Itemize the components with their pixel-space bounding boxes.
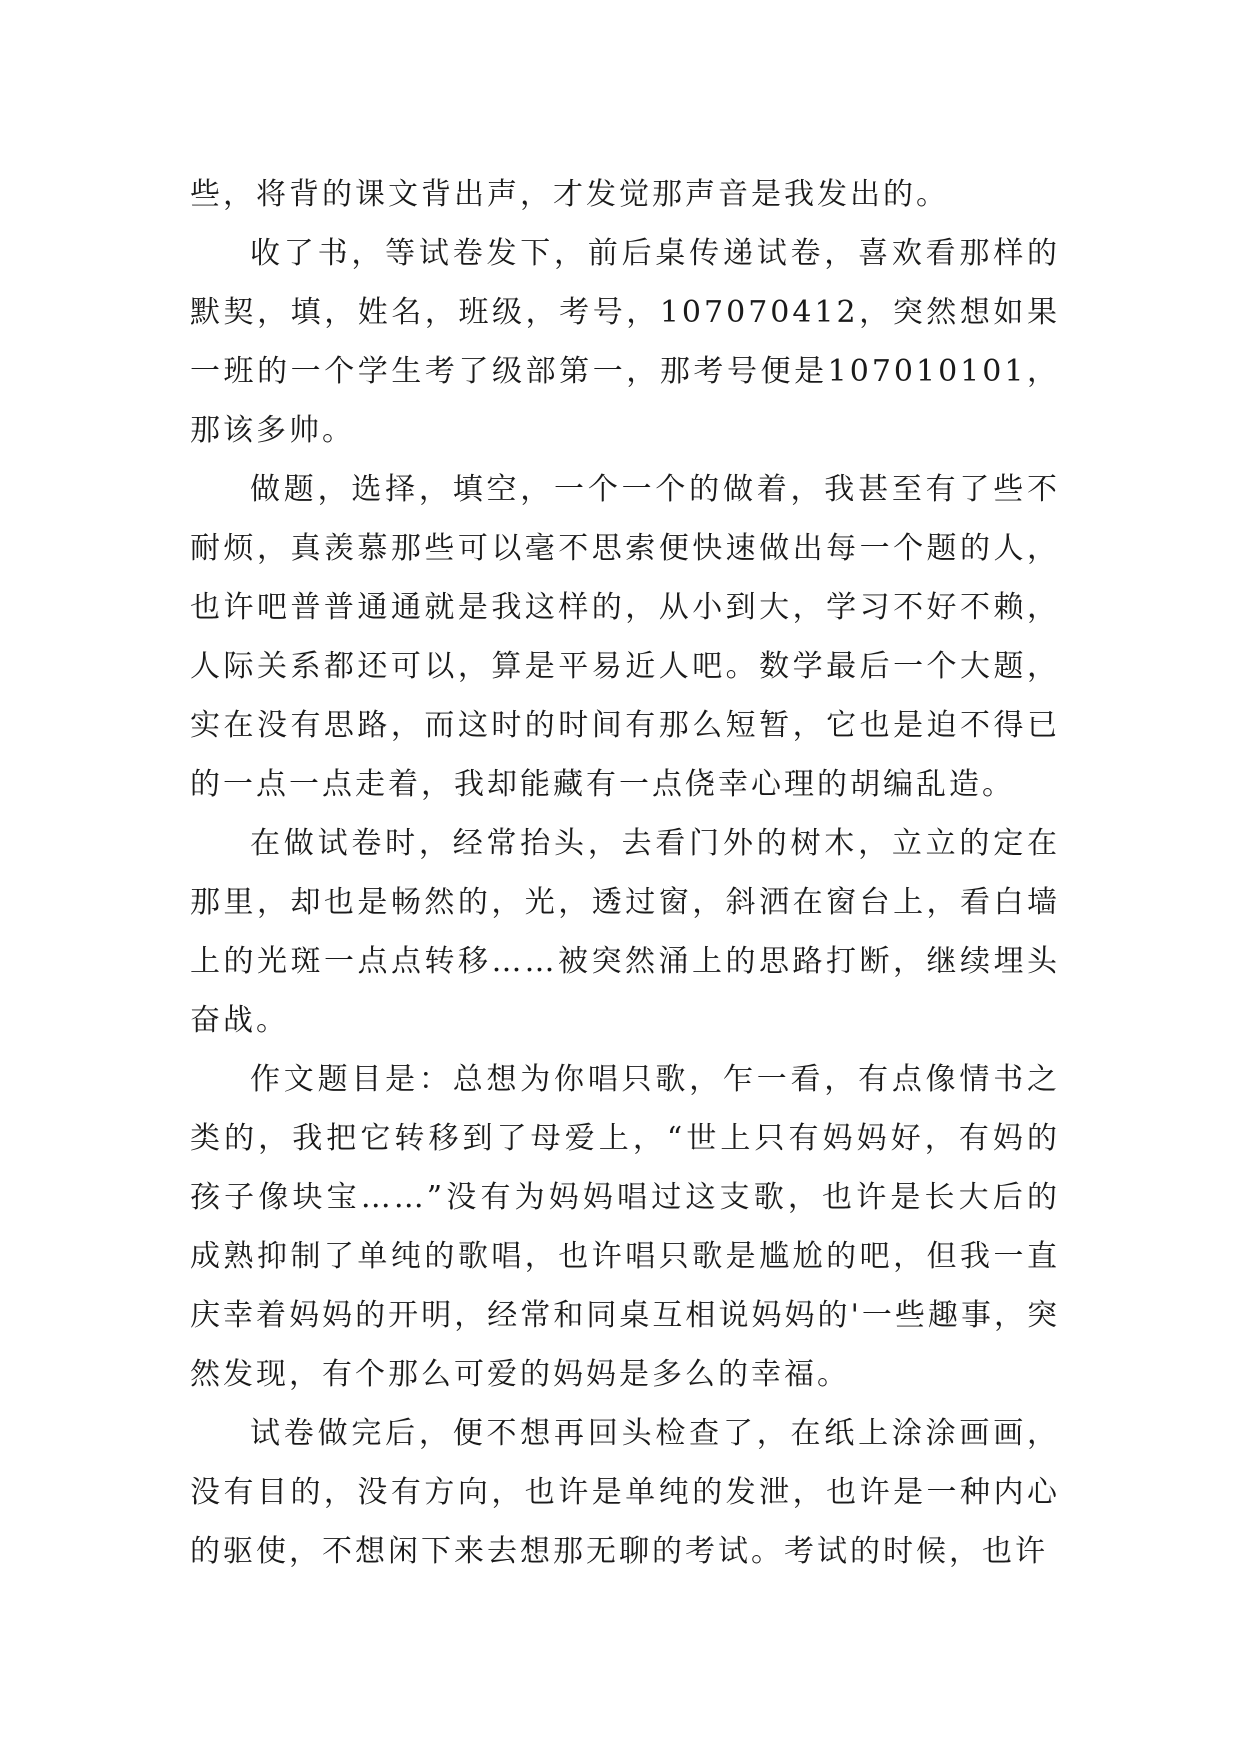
paragraph-continued: 些，将背的课文背出声，才发觉那声音是我发出的。 bbox=[190, 177, 949, 212]
paragraph: 在做试卷时，经常抬头，去看门外的树木，立立的定在那里，却也是畅然的，光，透过窗，斜洒在窗台上，看白墙上的光斑一点点转移……被突然涌上的思路打断，继续埋头奋战。 bbox=[190, 826, 1060, 1038]
paragraph: 试卷做完后，便不想再回头检查了，在纸上涂涂画画，没有目的，没有方向，也许是单纯的发泄，也许是一种内心的驱使，不想闲下来去想那无聊的考试。考试的时候，也许 bbox=[190, 1416, 1060, 1569]
paragraph: 做题，选择，填空，一个一个的做着，我甚至有了些不耐烦，真羡慕那些可以毫不思索便快速做出每一个题的人，也许吧普普通通就是我这样的，从小到大，学习不好不赖，人际关系都还可以，算是平易近人吧。数学最后一个大题，实在没有思路，而这时的时间有那么短暂，它也是迫不得已的一点一点走着，我却能藏有一点侥幸心理的胡编乱造。 bbox=[190, 472, 1060, 802]
document-page bbox=[190, 165, 1060, 1581]
paragraph: 作文题目是：总想为你唱只歌，乍一看，有点像情书之类的，我把它转移到了母爱上，“世上只有妈妈好，有妈的孩子像块宝……”没有为妈妈唱过这支歌，也许是长大后的成熟抑制了单纯的歌唱，也许唱只歌是尴尬的吧，但我一直庆幸着妈妈的开明，经常和同桌互相说妈妈的'一些趣事，突然发现，有个那么可爱的妈妈是多么的幸福。 bbox=[190, 1062, 1060, 1392]
paragraph: 收了书，等试卷发下，前后桌传递试卷，喜欢看那样的默契，填，姓名，班级，考号，107070412，突然想如果一班的一个学生考了级部第一，那考号便是107010101，那该多帅。 bbox=[190, 236, 1060, 448]
